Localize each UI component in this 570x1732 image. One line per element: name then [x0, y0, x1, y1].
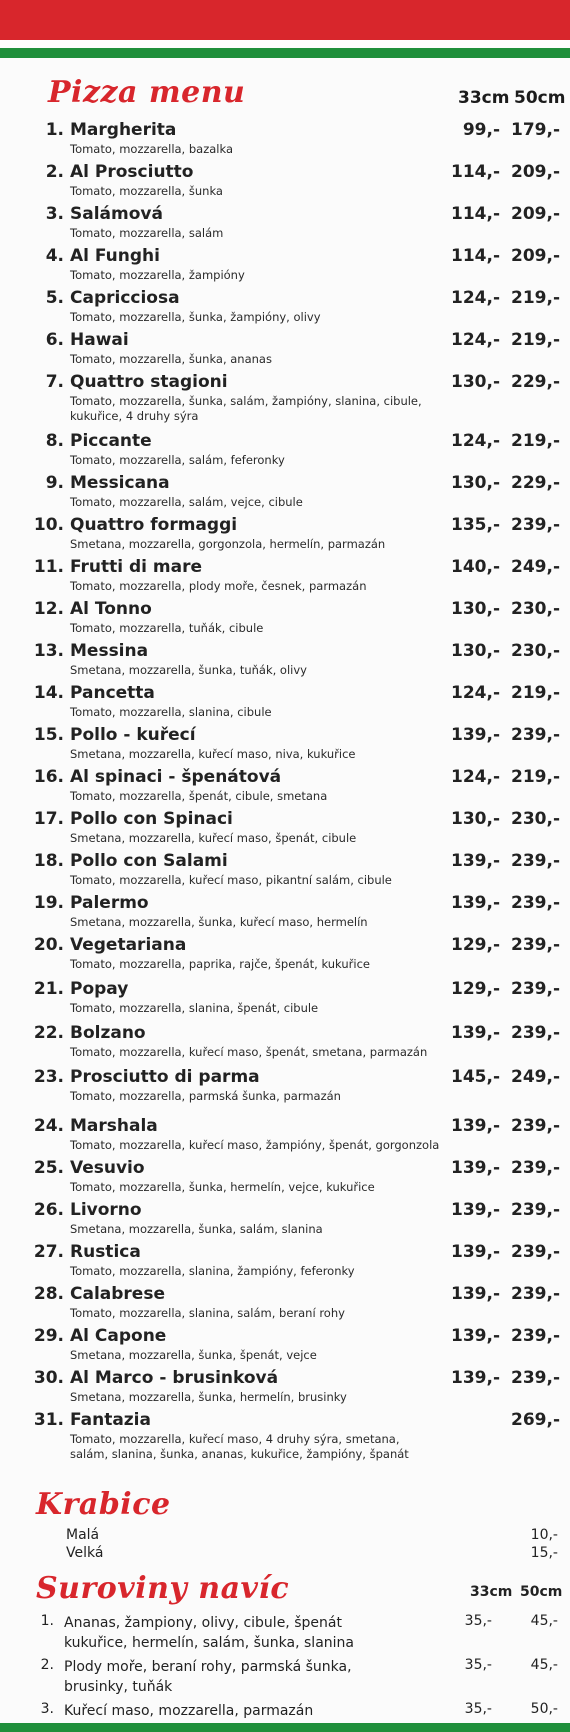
- pizza-ingredients: Smetana, mozzarella, šunka, špenát, vejce: [70, 1348, 317, 1362]
- pizza-name: Marshala: [70, 1116, 158, 1136]
- pizza-ingredients: Tomato, mozzarella, šunka, salám, žampióny, slanina, cibule, kukuřice, 4 druhy sýra: [70, 394, 422, 423]
- price-33cm: 129,-: [451, 979, 500, 999]
- pizza-item: [0, 1242, 570, 1284]
- pizza-number: 31.: [33, 1410, 64, 1430]
- price-50cm: 269,-: [511, 1410, 560, 1430]
- price-33cm: 139,-: [451, 1116, 500, 1136]
- pizza-item: [0, 431, 570, 473]
- price-33cm: 124,-: [451, 330, 500, 350]
- pizza-name: Pollo con Spinaci: [70, 809, 233, 829]
- price-33cm: 139,-: [451, 1242, 500, 1262]
- price-33cm: 124,-: [451, 683, 500, 703]
- pizza-item: [0, 1368, 570, 1410]
- pizza-name: Messina: [70, 641, 149, 661]
- pizza-ingredients: Tomato, mozzarella, bazalka: [70, 142, 233, 156]
- pizza-number: 19.: [33, 893, 64, 913]
- price-50cm: 179,-: [511, 120, 560, 140]
- price-50cm: 239,-: [511, 1284, 560, 1304]
- pizza-number: 30.: [33, 1368, 64, 1388]
- price-33cm: 139,-: [451, 1023, 500, 1043]
- price-50cm: 239,-: [511, 1023, 560, 1043]
- pizza-number: 20.: [33, 935, 64, 955]
- pizza-name: Al Capone: [70, 1326, 167, 1346]
- pizza-item: [0, 683, 570, 725]
- pizza-name: Palermo: [70, 893, 149, 913]
- price-33cm: 130,-: [451, 641, 500, 661]
- price-50cm: 239,-: [511, 1242, 560, 1262]
- pizza-ingredients: Tomato, mozzarella, šunka, ananas: [70, 352, 272, 366]
- price-50cm: 209,-: [511, 204, 560, 224]
- pizza-ingredients: Tomato, mozzarella, šunka: [70, 184, 223, 198]
- pizza-ingredients: Smetana, mozzarella, šunka, hermelín, brusinky: [70, 1390, 347, 1404]
- pizza-name: Frutti di mare: [70, 557, 203, 577]
- pizza-ingredients: Smetana, mozzarella, kuřecí maso, špenát, cibule: [70, 831, 357, 845]
- pizza-number: 25.: [33, 1158, 64, 1178]
- pizza-name: Pancetta: [70, 683, 155, 703]
- price-33cm: 124,-: [451, 431, 500, 451]
- pizza-item: [0, 1023, 570, 1065]
- pizza-name: Quattro stagioni: [70, 372, 228, 392]
- pizza-item: [0, 120, 570, 162]
- pizza-name: Piccante: [70, 431, 152, 451]
- price-50cm: 209,-: [511, 162, 560, 182]
- price-50cm: 230,-: [511, 599, 560, 619]
- pizza-item: [0, 1067, 570, 1109]
- price-50cm: 239,-: [511, 935, 560, 955]
- price-33cm: 114,-: [451, 246, 500, 266]
- price-33cm: 130,-: [451, 599, 500, 619]
- extra-number: 1.: [40, 1613, 54, 1629]
- price-50cm: 229,-: [511, 372, 560, 392]
- pizza-item: [0, 246, 570, 288]
- pizza-name: Popay: [70, 979, 129, 999]
- price-33cm: 99,-: [462, 120, 500, 140]
- pizza-name: Messicana: [70, 473, 170, 493]
- price-50cm: 239,-: [511, 725, 560, 745]
- pizza-ingredients: Tomato, mozzarella, šunka, žampióny, olivy: [70, 310, 321, 324]
- pizza-item: [0, 557, 570, 599]
- pizza-name: Livorno: [70, 1200, 142, 1220]
- extras-section-title: Suroviny navíc: [36, 1571, 290, 1606]
- pizza-item: [0, 1326, 570, 1368]
- pizza-item: [0, 979, 570, 1021]
- pizza-item: [0, 641, 570, 683]
- pizza-item: [0, 1158, 570, 1200]
- box-item: [0, 1527, 570, 1545]
- pizza-ingredients: Tomato, mozzarella, kuřecí maso, špenát, smetana, parmazán: [70, 1045, 428, 1059]
- price-33cm: 130,-: [451, 809, 500, 829]
- price-50cm: 219,-: [511, 431, 560, 451]
- pizza-name: Fantazia: [70, 1410, 151, 1430]
- pizza-number: 7.: [45, 372, 64, 392]
- pizza-number: 8.: [45, 431, 64, 451]
- pizza-item: [0, 809, 570, 851]
- price-33cm: 114,-: [451, 162, 500, 182]
- pizza-ingredients: Tomato, mozzarella, tuňák, cibule: [70, 621, 264, 635]
- pizza-number: 5.: [45, 288, 64, 308]
- pizza-item: [0, 725, 570, 767]
- pizza-number: 12.: [33, 599, 64, 619]
- pizza-item: [0, 893, 570, 935]
- pizza-number: 10.: [33, 515, 64, 535]
- extra-number: 2.: [40, 1657, 54, 1673]
- pizza-name: Al Tonno: [70, 599, 152, 619]
- pizza-number: 16.: [33, 767, 64, 787]
- price-33cm: 145,-: [451, 1067, 500, 1087]
- pizza-name: Quattro formaggi: [70, 515, 238, 535]
- price-33cm: 139,-: [451, 725, 500, 745]
- box-price: 15,-: [530, 1545, 558, 1561]
- price-33cm: 124,-: [451, 288, 500, 308]
- price-33cm: 139,-: [451, 1158, 500, 1178]
- pizza-name: Salámová: [70, 204, 163, 224]
- price-50cm: 239,-: [511, 1116, 560, 1136]
- pizza-ingredients: Smetana, mozzarella, šunka, kuřecí maso, hermelín: [70, 915, 368, 929]
- price-33cm: 130,-: [451, 372, 500, 392]
- pizza-name: Calabrese: [70, 1284, 165, 1304]
- pizza-ingredients: Tomato, mozzarella, slanina, salám, beraní rohy: [70, 1306, 345, 1320]
- pizza-item: [0, 851, 570, 893]
- pizza-item: [0, 162, 570, 204]
- pizza-number: 6.: [45, 330, 64, 350]
- pizza-item: [0, 204, 570, 246]
- pizza-ingredients: Tomato, mozzarella, paprika, rajče, špenát, kukuřice: [70, 957, 370, 971]
- pizza-number: 2.: [45, 162, 64, 182]
- price-33cm: 135,-: [451, 515, 500, 535]
- pizza-item: [0, 599, 570, 641]
- price-50cm: 219,-: [511, 330, 560, 350]
- extra-price-33cm: 35,-: [464, 1613, 492, 1629]
- box-size-label: Velká: [66, 1545, 104, 1561]
- pizza-ingredients: Tomato, mozzarella, plody moře, česnek, parmazán: [70, 579, 367, 593]
- price-50cm: 239,-: [511, 1368, 560, 1388]
- pizza-number: 24.: [33, 1116, 64, 1136]
- pizza-name: Al Marco - brusinková: [70, 1368, 279, 1388]
- flag-stripe-white: [0, 40, 570, 48]
- extra-price-33cm: 35,-: [464, 1657, 492, 1673]
- pizza-item: [0, 372, 570, 423]
- price-50cm: 239,-: [511, 1326, 560, 1346]
- price-50cm: 239,-: [511, 851, 560, 871]
- price-33cm: 139,-: [451, 893, 500, 913]
- pizza-menu-title: Pizza menu: [48, 75, 246, 110]
- price-33cm: 139,-: [451, 1284, 500, 1304]
- pizza-number: 4.: [45, 246, 64, 266]
- pizza-number: 17.: [33, 809, 64, 829]
- box-item: [0, 1545, 570, 1563]
- pizza-number: 28.: [33, 1284, 64, 1304]
- size-50-header: 50cm: [514, 88, 566, 108]
- price-50cm: 219,-: [511, 288, 560, 308]
- pizza-item: [0, 1410, 570, 1461]
- pizza-number: 9.: [45, 473, 64, 493]
- pizza-ingredients: Tomato, mozzarella, žampióny: [70, 268, 245, 282]
- price-50cm: 249,-: [511, 1067, 560, 1087]
- pizza-ingredients: Smetana, mozzarella, kuřecí maso, niva, kukuřice: [70, 747, 356, 761]
- extra-ingredients: Ananas, žampiony, olivy, cibule, špenát kukuřice, hermelín, salám, šunka, slanina: [64, 1615, 354, 1651]
- pizza-item: [0, 1200, 570, 1242]
- pizza-ingredients: Tomato, mozzarella, salám, feferonky: [70, 453, 285, 467]
- pizza-ingredients: Tomato, mozzarella, špenát, cibule, smetana: [70, 789, 328, 803]
- size-33-header: 33cm: [458, 88, 510, 108]
- price-50cm: 230,-: [511, 809, 560, 829]
- pizza-name: Pollo - kuřecí: [70, 725, 196, 745]
- price-50cm: 219,-: [511, 683, 560, 703]
- price-33cm: 139,-: [451, 1200, 500, 1220]
- pizza-number: 22.: [33, 1023, 64, 1043]
- pizza-item: [0, 1116, 570, 1158]
- pizza-number: 1.: [45, 120, 64, 140]
- pizza-number: 15.: [33, 725, 64, 745]
- extra-ingredients: Plody moře, beraní rohy, parmská šunka, brusinky, tuňák: [64, 1659, 352, 1695]
- pizza-name: Hawai: [70, 330, 129, 350]
- pizza-number: 11.: [33, 557, 64, 577]
- price-50cm: 239,-: [511, 893, 560, 913]
- price-50cm: 239,-: [511, 979, 560, 999]
- pizza-ingredients: Smetana, mozzarella, šunka, tuňák, olivy: [70, 663, 307, 677]
- extras-size-50-header: 50cm: [520, 1584, 563, 1600]
- pizza-ingredients: Smetana, mozzarella, šunka, salám, slanina: [70, 1222, 323, 1236]
- pizza-number: 23.: [33, 1067, 64, 1087]
- price-33cm: 139,-: [451, 851, 500, 871]
- pizza-name: Capricciosa: [70, 288, 180, 308]
- pizza-item: [0, 1284, 570, 1326]
- pizza-ingredients: Tomato, mozzarella, slanina, cibule: [70, 705, 272, 719]
- pizza-ingredients: Tomato, mozzarella, kuřecí maso, žampióny, špenát, gorgonzola: [70, 1138, 440, 1152]
- extra-price-50cm: 50,-: [530, 1701, 558, 1717]
- price-33cm: 139,-: [451, 1326, 500, 1346]
- pizza-name: Al Prosciutto: [70, 162, 194, 182]
- pizza-number: 18.: [33, 851, 64, 871]
- price-50cm: 209,-: [511, 246, 560, 266]
- pizza-number: 26.: [33, 1200, 64, 1220]
- pizza-ingredients: Tomato, mozzarella, šunka, hermelín, vejce, kukuřice: [70, 1180, 375, 1194]
- price-33cm: 130,-: [451, 473, 500, 493]
- pizza-item: [0, 935, 570, 977]
- pizza-item: [0, 330, 570, 372]
- extra-price-50cm: 45,-: [530, 1613, 558, 1629]
- price-33cm: 139,-: [451, 1368, 500, 1388]
- pizza-ingredients: Tomato, mozzarella, slanina, špenát, cibule: [70, 1001, 319, 1015]
- price-50cm: 239,-: [511, 515, 560, 535]
- pizza-number: 13.: [33, 641, 64, 661]
- pizza-number: 27.: [33, 1242, 64, 1262]
- pizza-number: 14.: [33, 683, 64, 703]
- pizza-name: Al Funghi: [70, 246, 160, 266]
- price-33cm: 114,-: [451, 204, 500, 224]
- pizza-number: 3.: [45, 204, 64, 224]
- pizza-ingredients: Tomato, mozzarella, salám: [70, 226, 224, 240]
- extra-number: 3.: [40, 1701, 54, 1717]
- pizza-name: Pollo con Salami: [70, 851, 228, 871]
- pizza-ingredients: Tomato, mozzarella, parmská šunka, parmazán: [70, 1089, 341, 1103]
- pizza-item: [0, 473, 570, 515]
- pizza-number: 29.: [33, 1326, 64, 1346]
- box-size-label: Malá: [66, 1527, 100, 1543]
- price-50cm: 230,-: [511, 641, 560, 661]
- bottom-green-stripe: [0, 1723, 570, 1732]
- pizza-name: Bolzano: [70, 1023, 146, 1043]
- pizza-ingredients: Tomato, mozzarella, slanina, žampióny, feferonky: [70, 1264, 355, 1278]
- pizza-name: Vesuvio: [70, 1158, 145, 1178]
- pizza-item: [0, 767, 570, 809]
- price-33cm: 140,-: [451, 557, 500, 577]
- pizza-ingredients: Tomato, mozzarella, salám, vejce, cibule: [70, 495, 303, 509]
- price-50cm: 239,-: [511, 1200, 560, 1220]
- pizza-ingredients: Tomato, mozzarella, kuřecí maso, 4 druhy sýra, smetana, salám, slanina, šunka, ananas, kukuřice, žampióny, španát: [70, 1432, 409, 1461]
- pizza-ingredients: Smetana, mozzarella, gorgonzola, hermelín, parmazán: [70, 537, 386, 551]
- price-50cm: 249,-: [511, 557, 560, 577]
- pizza-name: Prosciutto di parma: [70, 1067, 260, 1087]
- flag-stripe-red: [0, 0, 570, 40]
- pizza-name: Margherita: [70, 120, 177, 140]
- pizza-item: [0, 288, 570, 330]
- flag-stripe-green: [0, 48, 570, 58]
- price-33cm: 129,-: [451, 935, 500, 955]
- box-section-title: Krabice: [36, 1487, 171, 1522]
- price-33cm: 124,-: [451, 767, 500, 787]
- box-price: 10,-: [530, 1527, 558, 1543]
- price-50cm: 219,-: [511, 767, 560, 787]
- pizza-ingredients: Tomato, mozzarella, kuřecí maso, pikantní salám, cibule: [70, 873, 392, 887]
- price-50cm: 229,-: [511, 473, 560, 493]
- pizza-name: Vegetariana: [70, 935, 187, 955]
- pizza-number: 21.: [33, 979, 64, 999]
- pizza-item: [0, 515, 570, 557]
- pizza-name: Rustica: [70, 1242, 141, 1262]
- extra-ingredients: Kuřecí maso, mozzarella, parmazán: [64, 1703, 314, 1719]
- extra-price-50cm: 45,-: [530, 1657, 558, 1673]
- extra-price-33cm: 35,-: [464, 1701, 492, 1717]
- extras-size-33-header: 33cm: [470, 1584, 513, 1600]
- price-50cm: 239,-: [511, 1158, 560, 1178]
- pizza-name: Al spinaci - špenátová: [70, 767, 282, 787]
